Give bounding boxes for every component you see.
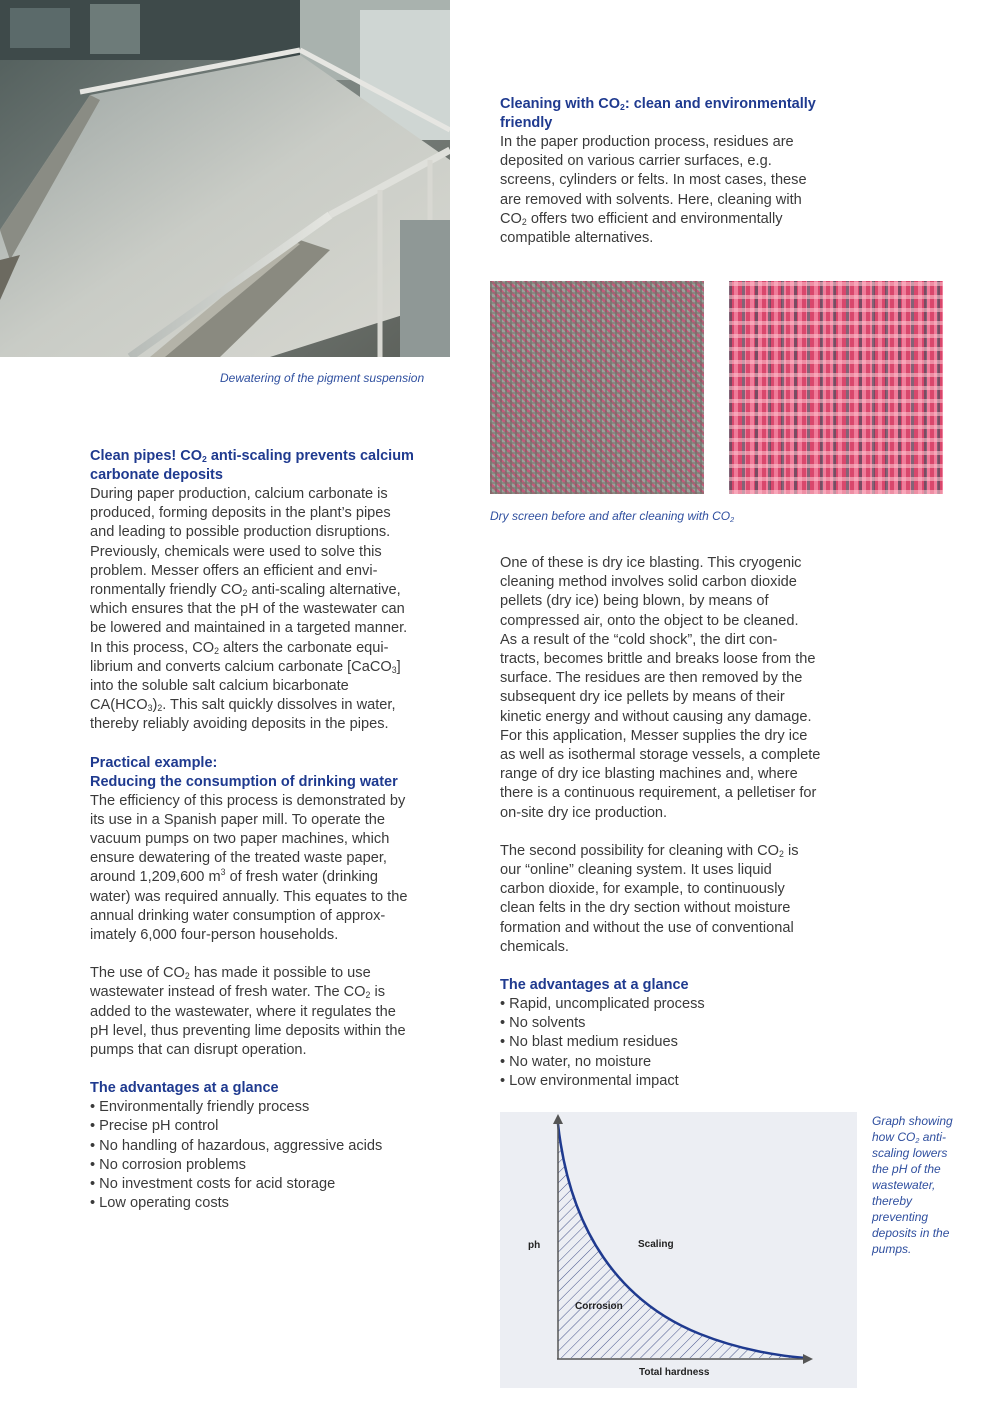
right-advantages-heading: The advantages at a glance xyxy=(500,977,689,994)
pipes-heading: Clean pipes! $CO_2$ anti-scaling prevents calcium carbonate deposits xyxy=(90,448,414,483)
cleaning-section xyxy=(500,95,870,248)
practical-heading: Practical example: Reducing the consumption of drinking water xyxy=(90,754,398,790)
paper-machine-photo xyxy=(0,0,450,357)
list-item: • Environmentally friendly process xyxy=(90,1098,460,1117)
corrosion-area xyxy=(558,1124,805,1358)
list-item: • No water, no moisture xyxy=(500,1053,870,1072)
graph-caption: Graph showing how $CO_2$ anti- scaling lowers the pH of the wastewater, thereby preventing deposits in the pumps. xyxy=(872,1114,953,1256)
use-co2-paragraph: The use of $CO_2$ has made it possible to use wastewater instead of fresh water. The $CO_2$ is added to the wastewater, where it regulates the pH level, thus preventing lime deposits within the pumps that can disrupt operation. xyxy=(90,965,406,1059)
list-item: • No investment costs for acid storage xyxy=(90,1175,460,1194)
x-axis-label: Total hardness xyxy=(639,1367,710,1378)
photo-caption: Dewatering of the pigment suspension xyxy=(220,371,425,385)
x-axis-arrow xyxy=(803,1354,813,1364)
list-item: • Rapid, uncomplicated process xyxy=(500,995,870,1014)
left-advantages-heading: The advantages at a glance xyxy=(90,1080,279,1097)
dry-screen-before-image xyxy=(490,281,704,494)
cleaning-heading: Cleaning with $CO_2$: clean and environmentally friendly xyxy=(500,96,816,131)
dry-ice-paragraph: One of these is dry ice blasting. This cryogenic cleaning method involves solid carbon dioxide pellets (dry ice) being blown, by means of compressed air, onto the object to be cleaned. As a result of the “cold shock”, the dirt con- tracts, becomes brittle and breaks loose from the surface. The residues are then removed by the subsequent dry ice pellets by means of their kinetic energy and without causing any damage. For this application, Messer supplies the dry ice as well as isothermal storage vessels, a complete range of dry ice blasting machines and, where there is a continuous requirement, a pelletiser for on-site dry ice production. xyxy=(500,555,821,821)
ph-hardness-graph xyxy=(500,1112,857,1388)
list-item: • Precise pH control xyxy=(90,1117,460,1136)
dry-screen-after-image xyxy=(729,281,943,494)
left-advantages-list xyxy=(90,1098,460,1213)
scaling-label: Scaling xyxy=(638,1239,674,1250)
y-axis-arrow xyxy=(553,1114,563,1124)
dewatering-photo-image xyxy=(0,0,450,357)
screens-caption: Dry screen before and after cleaning with $CO_2$ xyxy=(490,509,735,524)
left-column xyxy=(90,447,460,1214)
list-item: • No handling of hazardous, aggressive acids xyxy=(90,1137,460,1156)
practical-paragraph: The efficiency of this process is demonstrated by its use in a Spanish paper mill. To operate the vacuum pumps on two paper machines, which ensure dewatering of the treated waste paper, around 1,209,600 $m^3$ of fresh water (drinking water) was required annually. This equates to the annual drinking water consumption of approx- imately 6,000 four-person households. xyxy=(90,792,408,944)
graph-svg xyxy=(500,1112,857,1388)
list-item: • No solvents xyxy=(500,1014,870,1033)
right-column xyxy=(500,554,870,1091)
y-axis-label: ph xyxy=(528,1240,541,1251)
online-cleaning-paragraph: The second possibility for cleaning with $CO_2$ is our “online” cleaning system. It uses liquid carbon dioxide, for example, to continuously clean felts in the dry section without moisture formation and without the use of conventional chemicals. xyxy=(500,842,799,955)
right-advantages-list xyxy=(500,995,870,1091)
list-item: • Low operating costs xyxy=(90,1194,460,1213)
cleaning-paragraph: In the paper production process, residues are deposited on various carrier surfaces, e.g. screens, cylinders or felts. In most cases, these are removed with solvents. Here, cleaning with $CO_2$ offers two efficient and environmentally compatible alternatives. xyxy=(500,134,807,247)
corrosion-label: Corrosion xyxy=(575,1301,623,1312)
list-item: • No corrosion problems xyxy=(90,1156,460,1175)
list-item: • Low environmental impact xyxy=(500,1072,870,1091)
pipes-paragraph: During paper production, calcium carbonate is produced, forming deposits in the plant’s pipes and leading to possible production disruptions. Previously, chemicals were used to solve this problem. Messer offers an efficient and envi- ronmentally friendly $CO_2$ anti-scaling alternative, which ensures that the pH of the wastewater can be lowered and maintained in a targeted manner. In this process, $CO_2$ alters the carbonate equi- librium and converts calcium carbonate [CaCO$_3$] into the soluble salt calcium bicarbonate $CA(HCO_3)_2$. This salt quickly dissolves in water, thereby reliably avoiding deposits in the pipes. xyxy=(90,486,408,733)
list-item: • No blast medium residues xyxy=(500,1033,870,1052)
